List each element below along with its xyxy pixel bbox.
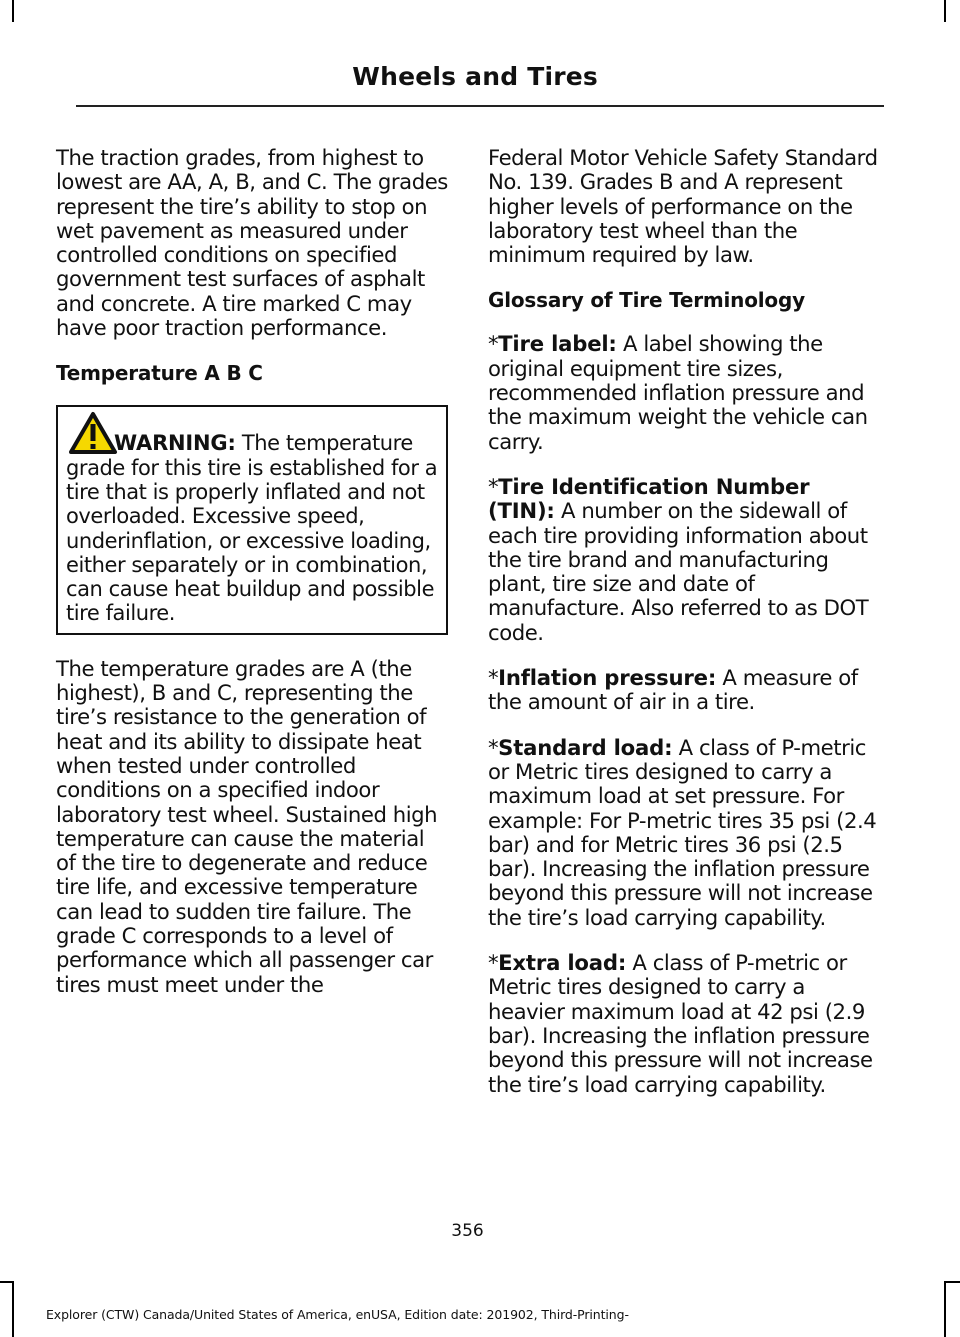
temperature-heading: Temperature A B C (56, 361, 263, 386)
glossary-definition: A measure of the amount of air in a tire. (488, 665, 858, 715)
footer-edition-info: Explorer (CTW) Canada/United States of America, enUSA, Edition date: 201902, Third-Printing- (46, 1307, 629, 1322)
warning-box (56, 405, 448, 634)
left-column (56, 146, 448, 1018)
temperature-paragraph: The temperature grades are A (the highest), B and C, representing the tire’s resistance to the generation of heat and its ability to dissipate heat when tested under controlled conditions on a specified indoor laboratory test wheel. Sustained high temperature can cause the material of the tire to degenerate and reduce tire life, and excessive temperature can lead to sudden tire failure. The grade C corresponds to a level of performance which all passenger car tires must meet under the (56, 655, 438, 997)
warning-triangle-icon (68, 411, 118, 455)
crop-mark-bottom-right-h (944, 1281, 960, 1283)
glossary-definition: A label showing the original equipment tire sizes, recommended inflation pressure and the maximum weight the vehicle can carry. (488, 331, 868, 454)
glossary-item-standard-load: *Standard load: A class of P-metric or Metric tires designed to carry a maximum load at set pressure. For example: For P-metric tires 35 psi (2.4 bar) and for Metric tires 36 psi (2.5 bar). Increasing the inflation pressure beyond this pressure will not increase the tire’s load carrying capability. (488, 734, 877, 930)
glossary-term: Tire Identification Number (TIN): (488, 473, 810, 524)
glossary-item-inflation-pressure: *Inflation pressure: A measure of the amount of air in a tire. (488, 665, 858, 715)
crop-mark-bottom-left (12, 1281, 14, 1337)
continuation-paragraph: Federal Motor Vehicle Safety Standard No. 139. Grades B and A represent higher levels of performance on the laboratory test wheel than the minimum required by law. (488, 145, 878, 268)
warning-label: WARNING: (114, 431, 236, 456)
page-number: 356 (451, 1221, 484, 1241)
glossary-item-tire-label: *Tire label: A label showing the original equipment tire sizes, recommended inflation pressure and the maximum weight the vehicle can carry. (488, 331, 868, 454)
glossary-term: Inflation pressure: (498, 665, 717, 691)
glossary-item-tin: *Tire Identification Number (TIN): A number on the sidewall of each tire providing information about the tire brand and manufacturing plant, tire size and date of manufacture. Also referred to as DOT code. (488, 473, 869, 645)
traction-paragraph: The traction grades, from highest to lowest are AA, A, B, and C. The grades represent the tire’s ability to stop on wet pavement as measured under controlled conditions on specified government test surfaces of asphalt and concrete. A tire marked C may have poor traction performance. (56, 145, 448, 341)
crop-mark-bottom-right (944, 1281, 946, 1337)
warning-text: The temperature grade for this tire is established for a tire that is properly inflated and not overloaded. Excessive speed, underinflation, or excessive loading, either separately or in combination, can cause heat buildup and possible tire failure. (66, 431, 438, 626)
header-divider (76, 105, 884, 107)
glossary-item-extra-load: *Extra load: A class of P-metric or Metric tires designed to carry a heavier maximum load at 42 psi (2.9 bar). Increasing the inflation pressure beyond this pressure will not increase the tire’s load carrying capability. (488, 950, 873, 1097)
glossary-term: Tire label: (498, 331, 617, 357)
glossary-definition: A number on the sidewall of each tire providing information about the tire brand and manufacturing plant, tire size and date of manufacture. Also referred to as DOT code. (488, 498, 869, 645)
crop-mark-top-right (944, 0, 946, 22)
right-column (488, 146, 880, 1118)
page-title: Wheels and Tires (352, 62, 598, 91)
glossary-definition: A class of P-metric or Metric tires designed to carry a maximum load at set pressure. For example: For P-metric tires 35 psi (2.4 bar) and for Metric tires 36 psi (2.5 bar). Increasing the inflation pressure beyond this pressure will not increase the tire’s load carrying capability. (488, 734, 877, 930)
glossary-heading: Glossary of Tire Terminology (488, 288, 805, 313)
crop-mark-top-left (12, 0, 14, 22)
glossary-term: Extra load: (498, 950, 627, 976)
crop-mark-bottom-left-h (0, 1281, 14, 1283)
glossary-term: Standard load: (498, 734, 673, 760)
glossary-definition: A class of P-metric or Metric tires designed to carry a heavier maximum load at 42 psi (2.9 bar). Increasing the inflation pressure beyond this pressure will not increase the tire’s load carrying capability. (488, 950, 873, 1097)
